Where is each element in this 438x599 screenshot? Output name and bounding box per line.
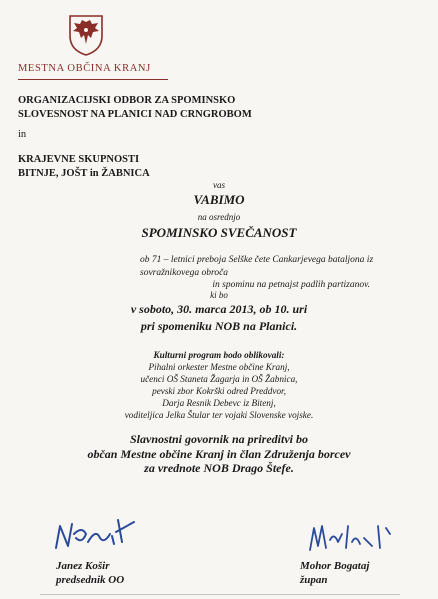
program-line: voditeljica Jelka Štular ter vojaki Slovenske vojske.	[124, 410, 314, 420]
ki-bo-text: ki bo	[210, 290, 228, 300]
program-line: pevski zbor Kokrški odred Preddvor,	[152, 386, 286, 396]
speaker-line-2: občan Mestne občine Kranj in član Združenja borcev	[87, 446, 351, 461]
signatory-right-title: župan	[300, 574, 328, 586]
vas-text: vas	[213, 180, 225, 190]
event-date-time: v soboto, 30. marca 2013, ob 10. uri	[130, 302, 308, 316]
speaker-line-3: za vrednote NOB Drago Štefe.	[144, 461, 294, 475]
signatory-right-name: Mohor Bogataj	[300, 560, 370, 572]
committee-line-2: SLOVESNOST NA PLANICI NAD CRNGROBOM	[18, 108, 252, 120]
na-osrednjo-text: na osrednjo	[197, 212, 241, 222]
program-line: Darja Resnik Debevc iz Bitenj,	[162, 398, 276, 408]
program-header: Kulturni program bodo oblikovali:	[153, 350, 285, 360]
event-purpose	[140, 254, 410, 292]
signatory-left-title: predsednik OO	[56, 574, 125, 586]
communities-name	[18, 153, 150, 180]
program-line: učenci OŠ Staneta Žagarja in OŠ Žabnica,	[140, 374, 298, 384]
event-title: SPOMINSKO SVEČANOST	[141, 225, 297, 240]
cultural-program	[0, 349, 438, 421]
conjunction-in: in	[18, 129, 27, 140]
keynote-speaker	[0, 432, 438, 476]
purpose-line-1: ob 71 – letnici preboja Selške čete Cankarjevega bataljona iz sovražnikovega obroča	[140, 255, 374, 278]
signatory-left-name: Janez Košir	[56, 560, 110, 572]
signatory-right	[300, 559, 369, 587]
header-rule	[18, 79, 168, 80]
communities-line-1: KRAJEVNE SKUPNOSTI	[18, 154, 140, 165]
signatory-left	[56, 559, 124, 587]
vabimo-heading: VABIMO	[193, 192, 245, 207]
event-location: pri spomeniku NOB na Planici.	[140, 319, 298, 333]
communities-line-2: BITNJE, JOŠT in ŽABNICA	[18, 167, 150, 179]
speaker-line-1: Slavnostni govornik na prireditvi bo	[129, 432, 309, 446]
purpose-line-2: in spominu na petnajst padlih partizanov.	[212, 280, 370, 290]
committee-line-1: ORGANIZACIJSKI ODBOR ZA SPOMINSKO	[18, 95, 236, 106]
signature-right-handwritten	[306, 520, 406, 556]
committee-name	[18, 94, 252, 121]
signature-left-handwritten	[52, 512, 140, 556]
kranj-crest-icon	[68, 14, 104, 56]
program-line: Pihalni orkester Mestne občine Kranj,	[148, 362, 290, 372]
footer-rule	[40, 594, 400, 595]
org-name: MESTNA OBČINA KRANJ	[18, 63, 151, 74]
